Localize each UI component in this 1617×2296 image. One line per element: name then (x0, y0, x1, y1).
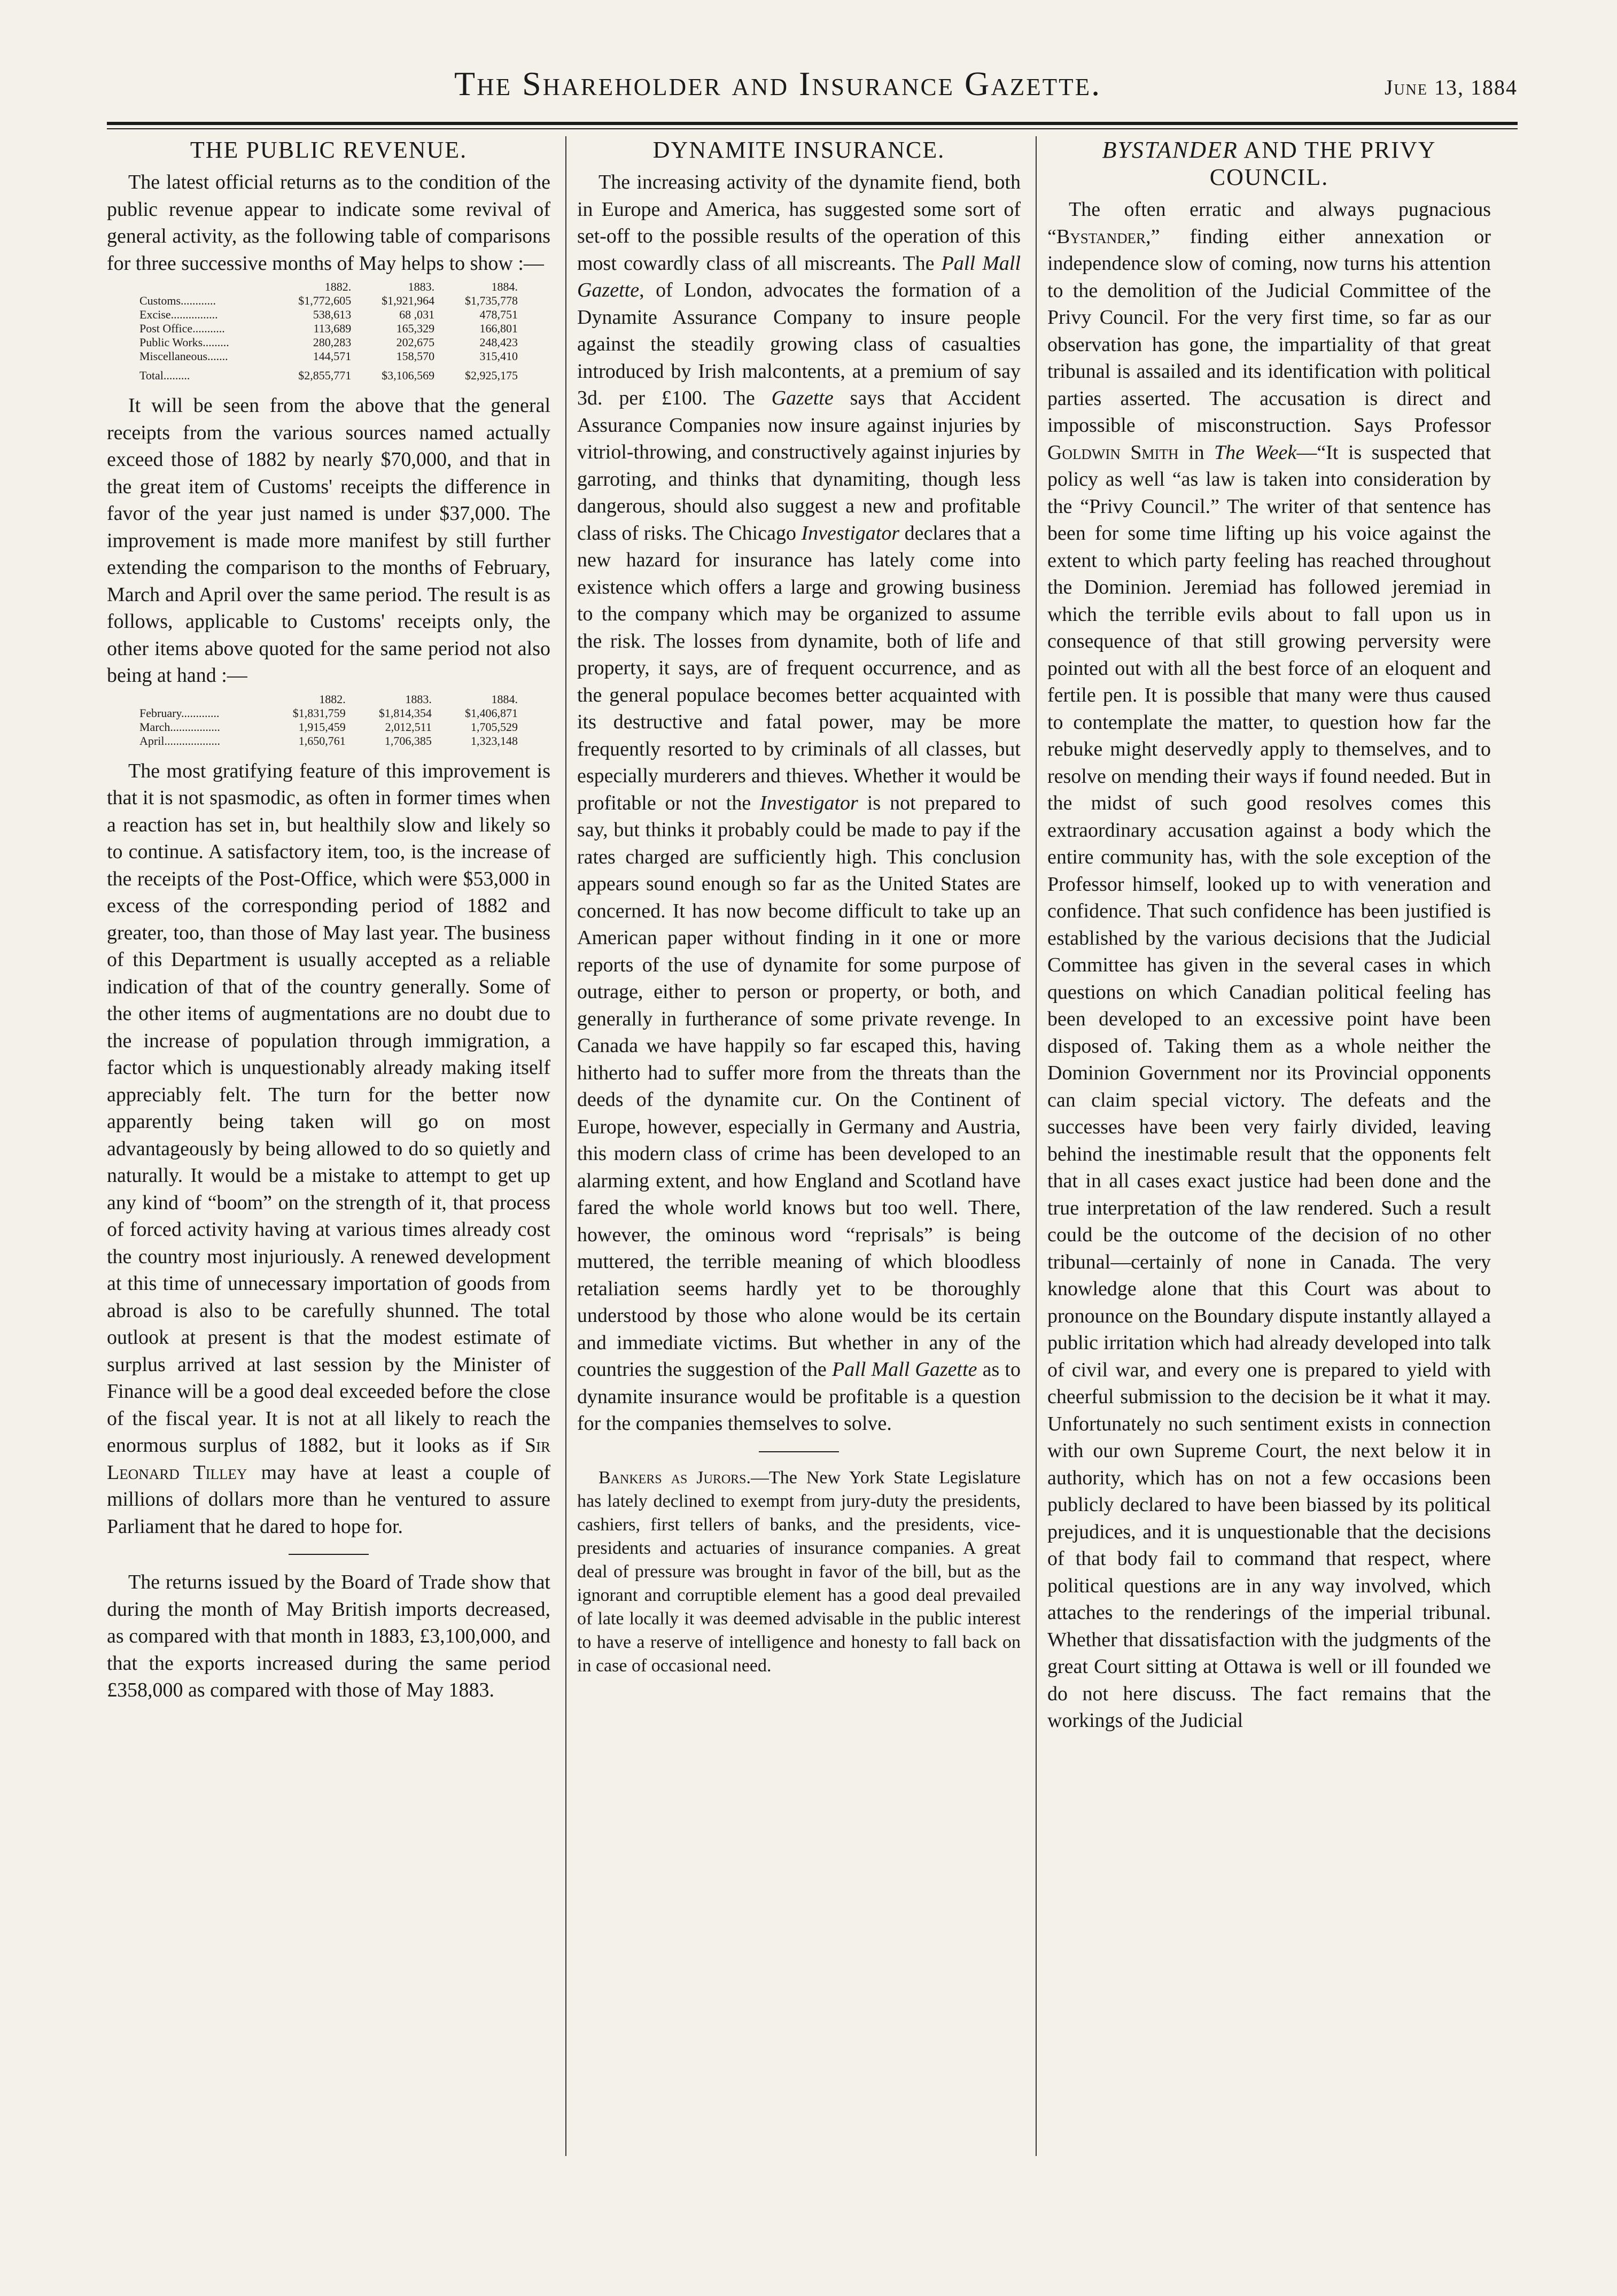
paragraph-text: , of London, advocates the formation of a Dynamite Assurance Company to insure people against the steadily growing class of casualties introduced by Irish malcontents, at a premium of say 3d. per £100. The (577, 279, 1021, 409)
paragraph-text: says that Accident Assurance Companies now insure against injuries by vitriol-throwing, and constructively against injuries by garroting, and thinks that dynamiting, though less dangerous, should also suggest a new and profitable class of risks. The Chicago (577, 387, 1021, 544)
article-heading-dynamite-insurance: DYNAMITE INSURANCE. (652, 137, 945, 163)
customs-receipts-table (136, 692, 521, 748)
paragraph-text: in (1178, 441, 1215, 464)
heading-italic: BYSTANDER (1102, 137, 1238, 163)
table-header: 1882. (319, 692, 346, 706)
article-paragraph: The latest official returns as to the condition of the public revenue appear to indicate some revival of general activity, as the following table of comparisons for three successive months of May helps to show :— (107, 171, 550, 275)
paragraph-text: as to dynamite insurance would be profitable is a question for the companies themselves to solve. (577, 1358, 1021, 1435)
article-paragraph: The returns issued by the Board of Trade show that during the month of May British imports decreased, as compared with that month in 1883, £3,100,000, and that the exports increased during the same period £358,000 as compared with those of May 1883. (107, 1571, 550, 1701)
table-cell: Excise................ (139, 308, 218, 321)
table-cell: 315,410 (479, 349, 518, 363)
person-name: Sir Leonard Tilley (107, 1434, 550, 1484)
table-header (136, 280, 271, 294)
column-divider-2 (1036, 136, 1037, 2156)
table-cell: 280,283 (313, 336, 352, 349)
table-cell: $2,855,771 (298, 369, 352, 382)
table-cell: 1,323,148 (471, 734, 518, 748)
paragraph-text: may have at least a couple of millions of dollars more than he ventured to assure Parliament that he dared to hope for. (107, 1461, 550, 1538)
paragraph-text: The often erratic and always pugnacious “ (1047, 198, 1491, 248)
table-row (136, 294, 521, 308)
newspaper-title: The Shareholder and Insurance Gazette. (454, 65, 1102, 103)
table-cell: 1,915,459 (298, 720, 346, 734)
table-cell: 248,423 (479, 336, 518, 349)
table-cell: $2,925,175 (465, 369, 518, 382)
table-cell: $1,772,605 (298, 294, 352, 307)
table-row (136, 336, 521, 349)
column-public-revenue (107, 136, 550, 2167)
section-divider (289, 1554, 369, 1555)
publication-name: The Week (1214, 441, 1297, 464)
table-cell: Miscellaneous....... (139, 349, 228, 363)
article-paragraph (107, 758, 550, 1540)
heading-text: AND THE PRIVY COUNCIL. (1209, 137, 1436, 190)
table-cell: $1,735,778 (465, 294, 518, 307)
table-cell: 478,751 (479, 308, 518, 321)
table-header (136, 692, 263, 706)
table-cell: $1,831,759 (292, 706, 346, 720)
table-row (136, 349, 521, 363)
paragraph-text: The most gratifying feature of this improvement is that it is not spasmodic, as often in former times when a reaction has set in, but healthily slow and likely so to continue. A satisfactory item, too, is the increase of the receipts of the Post-Office, which were $53,000 in excess of the corresponding period of 1882 and greater, too, than those of May last year. The business of this Department is usually accepted as a reliable indication of that of the country generally. Some of the other items of augmentations are no doubt due to the increase of population through immigration, a factor which is unquestionably already making itself appreciably felt. The turn for the better now apparently being taken will go on most advantageously by being allowed to do so quietly and naturally. It would be a mistake to attempt to get up any kind of “boom” on the strength of it, that process of forced activity having at various times already cost the country most injuriously. A renewed development at this time of unnecessary importation of goods from abroad is also to be carefully shunned. The total outlook at present is that the modest estimate of surplus arrived at last session by the Minister of Finance will be a good deal exceeded before the close of the fiscal year. It is not at all likely to reach the enormous surplus of 1882, but it looks as if (107, 759, 550, 1457)
paragraph-text: —“It is suspected that policy as well “as law is taken into consideration by the “Privy Council.” The writer of that sentence has been for some time lifting up his voice against the extent to which party feeling has reached throughout the Dominion. Jeremiad has followed jeremiad in which the terrible evils about to fall upon us in consequence of that still growing perversity were pointed out with all the best force of an eloquent and fertile pen. It is possible that many were thus caused to contemplate the matter, to question how far the rebuke might deservedly apply to themselves, and to resolve on mending their ways if found needed. But in the midst of such good resolves comes this extraordinary accusation against a body which the entire community has, with the sole exception of the Professor himself, looked up to with veneration and confidence. That such confidence has been justified is established by the various decisions that the Judicial Committee has given in the several cases in which questions on which Canadian political feeling has been developed to an excessive point have been disposed of. Taking them as a whole neither the Dominion Government nor its Provincial opponents can claim special victory. The defeats and the successes have been very fairly divided, leaving behind the inestimable result that the opponents felt that in all cases exact justice had been done and the true interpretation of the law rendered. Such a result could be the outcome of the decision of no other tribunal—certainly of none in Canada. The very knowledge alone that this Court was about to pronounce on the Boundary dispute instantly allayed a public irritation which had already developed into talk of civil war, and every one is prepared to yield with cheerful submission to the decision be it what it may. Unfortunately no such sentiment exists in connection with our own Supreme Court, the next below it in authority, which has on not a few occasions been publicly declared to have been biassed by its political prejudices, and it is unquestionable that the decisions of that body fail to command that respect, where political questions are in any way involved, which attaches to the renderings of the imperial tribunal. Whether that dissatisfaction with the judgments of the great Court sitting at Ottawa is well or ill founded we do not here discuss. The fact remains that the workings of the Judicial (1047, 441, 1491, 1732)
revenue-may-table (136, 280, 521, 383)
masthead-rule-thick (107, 122, 1518, 125)
section-divider (759, 1451, 839, 1452)
table-row (136, 720, 521, 734)
masthead (107, 64, 1518, 112)
article-paragraph: It will be seen from the above that the general receipts from the various sources named actually exceed those of 1882 by nearly $70,000, and that in the great item of Customs' receipts the difference in favor of the year just named is under $37,000. The improvement is made more manifest by still further extending the comparison to the months of February, March and April over the same period. The result is as follows, applicable to Customs' receipts only, the other items above quoted for the same period not also being at hand :— (107, 394, 550, 687)
table-cell: 2,012,511 (385, 720, 432, 734)
publication-name: Investigator (801, 522, 900, 544)
table-cell: $3,106,569 (382, 369, 435, 382)
paragraph-text: declares that a new hazard for insurance has lately come into existence which offers a large and growing business to the company which may be organized to assume the risk. The losses from dynamite, both of life and property, it says, are of frequent occurrence, and as the general populace becomes better acquainted with its destructive and fatal power, may be more frequently resorted to by criminals of all classes, but especially murderers and thieves. Whether it would be profitable or not the (577, 522, 1021, 814)
table-cell: $1,814,354 (378, 706, 432, 720)
table-cell: $1,921,964 (382, 294, 435, 307)
table-cell: Total......... (139, 369, 190, 382)
table-header: 1884. (491, 280, 518, 293)
table-header-row (136, 692, 521, 706)
table-cell: 538,613 (313, 308, 352, 321)
table-cell: Post Office........... (139, 322, 225, 335)
table-row (136, 308, 521, 322)
table-cell: 1,650,761 (298, 734, 346, 748)
table-header: 1882. (324, 280, 352, 293)
article-paragraph (577, 1466, 1021, 1678)
table-total-row (136, 363, 521, 383)
masthead-rule-thin (107, 128, 1518, 129)
paragraph-text: is not prepared to say, but thinks it probably could be made to pay if the rates charged are sufficiently high. This conclusion appears sound enough so far as the United States are concerned. It has now become difficult to take up an American paper without finding in it one or more reports of the use of dynamite for some purpose of outrage, either to person or property, or both, and generally in furtherance of some private revenge. In Canada we have happily so far escaped this, having hitherto had to suffer more from the threats than the deeds of the dynamite cur. On the Continent of Europe, however, especially in Germany and Austria, this modern class of crime has been developed to an alarming extent, and how England and Scotland have fared the whole world knows but too well. There, however, the ominous word “reprisals” is being muttered, the terrible meaning of which bloodless retaliation seems hardly yet to be thoroughly understood by those who alone would be its certain and immediate victims. But whether in any of the countries the suggestion of the (577, 791, 1021, 1381)
publication-name: Pall Mall Gazette (832, 1358, 977, 1381)
column-bystander-privy-council (1047, 136, 1491, 2167)
article-paragraph (577, 169, 1021, 1437)
table-cell: 165,329 (396, 322, 435, 335)
publication-name: Gazette (771, 387, 834, 409)
table-header: 1883. (408, 280, 435, 293)
table-row (136, 734, 521, 748)
person-name: Goldwin Smith (1047, 441, 1179, 464)
table-cell: $1,406,871 (465, 706, 518, 720)
table-row (136, 706, 521, 720)
table-cell: 202,675 (396, 336, 435, 349)
table-row (136, 322, 521, 336)
column-divider-1 (565, 136, 566, 2156)
table-cell: Customs............ (139, 294, 216, 307)
person-name: Bystander (1056, 225, 1146, 248)
table-cell: Public Works......... (139, 336, 229, 349)
table-cell: April................... (139, 734, 220, 748)
table-cell: 68 ,031 (399, 308, 435, 321)
table-cell: February............. (139, 706, 220, 720)
table-cell: March................. (139, 720, 220, 734)
paragraph-text: —The New York State Legislature has lately declined to exempt from jury-duty the presidents, cashiers, first tellers of banks, and the presidents, vice-presidents and actuaries of insurance companies. A great deal of pressure was brought in favor of the bill, but as the ignorant and corruptible element has a good deal prevailed of late locally it was deemed advisable in the public interest to have a reserve of intelligence and honesty to fall back on in case of occasional need. (577, 1467, 1021, 1676)
article-heading-bystander (1047, 136, 1491, 191)
table-header: 1883. (405, 692, 432, 706)
table-cell: 1,705,529 (471, 720, 518, 734)
paragraph-lead: Bankers as Jurors. (598, 1467, 751, 1488)
table-cell: 144,571 (313, 349, 352, 363)
publication-name: Investigator (760, 791, 858, 814)
issue-date: June 13, 1884 (1384, 75, 1518, 99)
paragraph-text: ,” finding either annexation or independence slow of coming, now turns his attention to the demolition of the Judicial Committee of the Privy Council. For the very first time, so far as our observation has gone, the impartiality of that great tribunal is assailed and its identification with political parties asserted. The accusation is direct and impossible of misconstruction. Says Professor (1047, 225, 1491, 437)
article-heading-public-revenue: THE PUBLIC REVENUE. (190, 137, 468, 163)
table-cell: 158,570 (396, 349, 435, 363)
table-cell: 1,706,385 (384, 734, 432, 748)
table-cell: 166,801 (479, 322, 518, 335)
table-header: 1884. (491, 692, 518, 706)
table-header-row (136, 280, 521, 294)
article-paragraph (1047, 196, 1491, 1734)
column-dynamite-insurance (577, 136, 1021, 2167)
paragraph-text: The increasing activity of the dynamite fiend, both in Europe and America, has suggested some sort of set-off to the possible results of the operation of this most cowardly class of all miscreants. The (577, 171, 1021, 275)
publication-name: Pall Mall Gazette (577, 252, 1021, 301)
table-cell: 113,689 (313, 322, 352, 335)
